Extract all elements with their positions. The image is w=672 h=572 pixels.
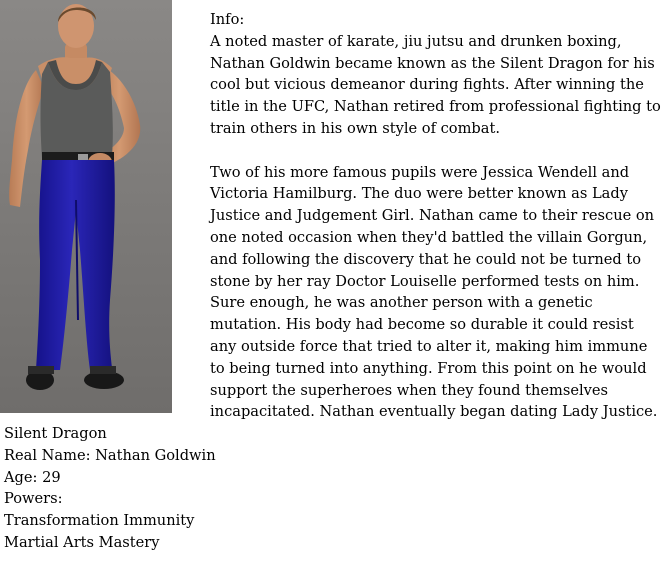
power-item: Martial Arts Mastery <box>4 533 160 551</box>
powers-label: Powers: <box>4 490 63 508</box>
age: Age: 29 <box>4 468 61 486</box>
info-heading: Info: <box>210 11 245 28</box>
character-render <box>0 0 172 413</box>
character-stats <box>4 423 216 554</box>
paragraph-gap <box>210 140 662 162</box>
info-paragraph: A noted master of karate, jiu jutsu and drunken boxing, Nathan Goldwin became known as the Silent Dragon for his cool but vicious demeanor during fights. After winning the title in the UFC, Nathan retired from professional fighting to train others in his own style of combat. <box>210 32 661 137</box>
real-name: Real Name: Nathan Goldwin <box>4 446 216 464</box>
character-figure-image <box>0 0 172 413</box>
info-section <box>210 9 662 423</box>
info-paragraph: Two of his more famous pupils were Jessica Wendell and Victoria Hamilburg. The duo were better known as Lady Justice and Judgement Girl. Nathan came to their rescue on one noted occasion when they'd battled the villain Gorgun, and following the discovery that he could not be turned to stone by her ray Doctor Louiselle performed tests on him. Sure enough, he was another person with a genetic mutation. His body had become so durable it could resist any outside force that tried to alter it, making him immune to being turned into anything. From this point on he would support the superheroes when they found themselves incapacitated. Nathan eventually began dating Lady Justice. <box>210 163 658 421</box>
power-item: Transformation Immunity <box>4 512 195 530</box>
character-alias: Silent Dragon <box>4 425 107 442</box>
